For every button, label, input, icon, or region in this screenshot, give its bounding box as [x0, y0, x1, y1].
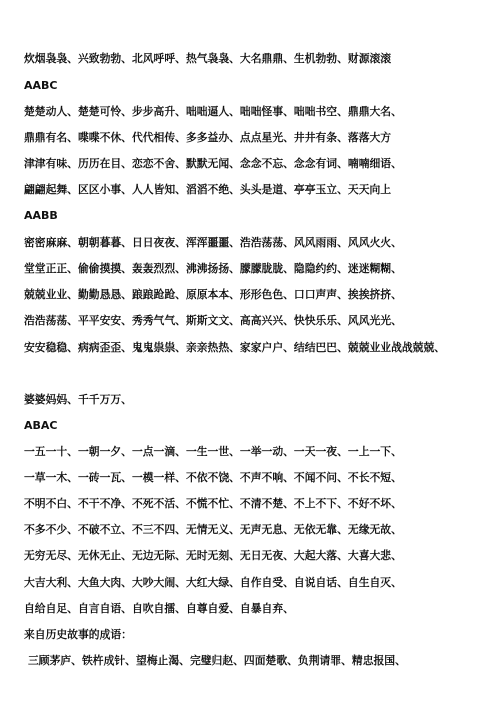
idiom-line-7: 堂堂正正、偷偷摸摸、轰轰烈烈、沸沸扬扬、朦朦胧胧、隐隐约约、迷迷糊糊、 — [24, 262, 402, 275]
idiom-line-11: 婆婆妈妈、千千万万、 — [24, 393, 132, 406]
idiom-line-9: 浩浩荡荡、平平安安、秀秀气气、斯斯文文、高高兴兴、快快乐乐、风风光光、 — [24, 314, 402, 327]
idiom-line-14: 不明不白、不干不净、不死不活、不慌不忙、不清不楚、不上不下、不好不坏、 — [24, 497, 402, 510]
section-heading-abac: ABAC — [24, 419, 58, 432]
idiom-line-4: 津津有味、历历在目、恋恋不舍、默默无闻、念念不忘、念念有词、喃喃细语、 — [24, 157, 402, 170]
section-heading-aabb: AABB — [24, 209, 58, 222]
idiom-line-19: 三顾茅庐、铁杵成针、望梅止渴、完璧归赵、四面楚歌、负荆请罪、精忠报国、 — [28, 654, 406, 667]
idiom-line-3: 鼎鼎有名、喋喋不休、代代相传、多多益办、点点星光、井井有条、落落大方 — [24, 131, 392, 144]
idiom-line-8: 兢兢业业、勤勤恳恳、踉踉跄跄、原原本本、形形色色、口口声声、挨挨挤挤、 — [24, 288, 402, 301]
section-heading-aabc: AABC — [24, 79, 58, 92]
idiom-line-5: 翩翩起舞、区区小事、人人皆知、滔滔不绝、头头是道、亭亭玉立、天天向上 — [24, 183, 392, 196]
section-heading-history: 来自历史故事的成语： — [24, 628, 132, 641]
idiom-line-1: 炊烟袅袅、兴致勃勃、北风呼呼、热气袅袅、大名鼎鼎、生机勃勃、财源滚滚 — [24, 52, 392, 65]
idiom-line-16: 无穷无尽、无休无止、无边无际、无时无刻、无日无夜、大起大落、大喜大悲、 — [24, 549, 402, 562]
idiom-line-12: 一五一十、一朝一夕、一点一滴、一生一世、一举一动、一天一夜、一上一下、 — [24, 445, 402, 458]
idiom-line-13: 一草一木、一砖一瓦、一模一样、不依不饶、不声不响、不闻不问、不长不短、 — [24, 471, 402, 484]
idiom-line-10: 安安稳稳、病病歪歪、鬼鬼祟祟、亲亲热热、家家户户、结结巴巴、兢兢业业战战兢兢、 — [24, 341, 446, 354]
idiom-line-17: 大吉大利、大鱼大肉、大吵大闹、大红大绿、自作自受、自说自话、自生自灭、 — [24, 576, 402, 589]
idiom-line-15: 不多不少、不破不立、不三不四、无情无义、无声无息、无依无靠、无缘无故、 — [24, 523, 402, 536]
idiom-line-2: 楚楚动人、楚楚可怜、步步高升、咄咄逼人、咄咄怪事、咄咄书空、鼎鼎大名、 — [24, 105, 402, 118]
idiom-line-18: 自给自足、自言自语、自吹自擂、自尊自爱、自暴自弃、 — [24, 602, 294, 615]
idiom-line-6: 密密麻麻、朝朝暮暮、日日夜夜、浑浑噩噩、浩浩荡荡、风风雨雨、风风火火、 — [24, 236, 402, 249]
